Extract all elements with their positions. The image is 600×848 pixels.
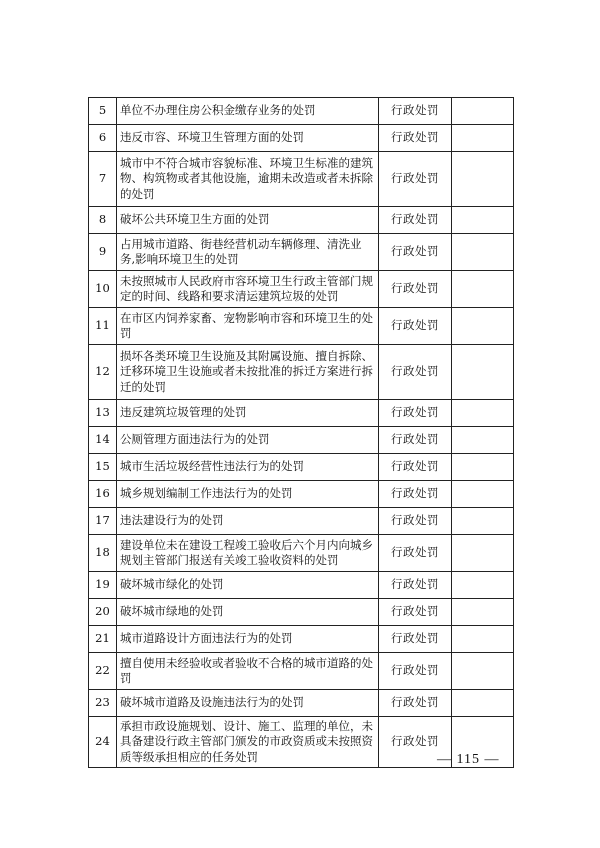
item-name: 城市生活垃圾经营性违法行为的处罚 (117, 454, 379, 481)
item-remark (452, 626, 514, 653)
item-remark (452, 152, 514, 207)
row-number: 9 (89, 234, 117, 271)
row-number: 16 (89, 481, 117, 508)
row-number: 21 (89, 626, 117, 653)
item-remark (452, 572, 514, 599)
item-remark (452, 454, 514, 481)
row-number: 5 (89, 98, 117, 125)
item-remark (452, 207, 514, 234)
page-number: — 115 — (437, 752, 500, 767)
table-body (89, 98, 514, 768)
item-name: 破坏城市绿地的处罚 (117, 599, 379, 626)
item-type: 行政处罚 (379, 599, 452, 626)
item-type: 行政处罚 (379, 653, 452, 690)
item-type: 行政处罚 (379, 400, 452, 427)
row-number: 12 (89, 345, 117, 400)
item-type: 行政处罚 (379, 98, 452, 125)
table-row (89, 481, 514, 508)
row-number: 10 (89, 271, 117, 308)
table-row (89, 308, 514, 345)
item-type: 行政处罚 (379, 481, 452, 508)
row-number: 19 (89, 572, 117, 599)
item-type: 行政处罚 (379, 152, 452, 207)
item-type: 行政处罚 (379, 717, 452, 768)
item-name: 承担市政设施规划、设计、施工、监理的单位，未具备建设行政主管部门颁发的市政资质或未按照资质等级承担相应的任务处罚 (117, 717, 379, 768)
row-number: 6 (89, 125, 117, 152)
item-type: 行政处罚 (379, 308, 452, 345)
table-row (89, 626, 514, 653)
table-row (89, 207, 514, 234)
row-number: 18 (89, 535, 117, 572)
row-number: 20 (89, 599, 117, 626)
table-row (89, 98, 514, 125)
item-name: 违法建设行为的处罚 (117, 508, 379, 535)
row-number: 23 (89, 690, 117, 717)
item-type: 行政处罚 (379, 427, 452, 454)
row-number: 8 (89, 207, 117, 234)
row-number: 14 (89, 427, 117, 454)
row-number: 13 (89, 400, 117, 427)
table-row (89, 535, 514, 572)
item-remark (452, 653, 514, 690)
item-type: 行政处罚 (379, 535, 452, 572)
item-type: 行政处罚 (379, 234, 452, 271)
item-remark (452, 535, 514, 572)
row-number: 15 (89, 454, 117, 481)
item-remark (452, 345, 514, 400)
item-name: 违反建筑垃圾管理的处罚 (117, 400, 379, 427)
item-type: 行政处罚 (379, 125, 452, 152)
table-row (89, 653, 514, 690)
row-number: 17 (89, 508, 117, 535)
item-type: 行政处罚 (379, 508, 452, 535)
item-name: 建设单位未在建设工程竣工验收后六个月内向城乡规划主管部门报送有关竣工验收资料的处罚 (117, 535, 379, 572)
row-number: 11 (89, 308, 117, 345)
table-row (89, 125, 514, 152)
item-remark (452, 690, 514, 717)
item-name: 违反市容、环境卫生管理方面的处罚 (117, 125, 379, 152)
item-remark (452, 308, 514, 345)
item-name: 未按照城市人民政府市容环境卫生行政主管部门规定的时间、线路和要求清运建筑垃圾的处罚 (117, 271, 379, 308)
item-type: 行政处罚 (379, 271, 452, 308)
table-row (89, 508, 514, 535)
row-number: 24 (89, 717, 117, 768)
table-row (89, 271, 514, 308)
item-name: 损坏各类环境卫生设施及其附属设施、擅自拆除、迁移环境卫生设施或者未按批准的拆迁方案进行拆迁的处罚 (117, 345, 379, 400)
table-row (89, 152, 514, 207)
item-type: 行政处罚 (379, 454, 452, 481)
item-remark (452, 508, 514, 535)
table-row (89, 454, 514, 481)
item-type: 行政处罚 (379, 690, 452, 717)
row-number: 7 (89, 152, 117, 207)
item-name: 单位不办理住房公积金缴存业务的处罚 (117, 98, 379, 125)
table-row (89, 690, 514, 717)
item-name: 城乡规划编制工作违法行为的处罚 (117, 481, 379, 508)
item-name: 城市道路设计方面违法行为的处罚 (117, 626, 379, 653)
item-name: 破坏城市道路及设施违法行为的处罚 (117, 690, 379, 717)
item-type: 行政处罚 (379, 626, 452, 653)
item-name: 擅自使用未经验收或者验收不合格的城市道路的处罚 (117, 653, 379, 690)
item-type: 行政处罚 (379, 572, 452, 599)
item-name: 公厕管理方面违法行为的处罚 (117, 427, 379, 454)
item-name: 城市中不符合城市容貌标准、环境卫生标准的建筑物、构筑物或者其他设施，逾期未改造或者未拆除的处罚 (117, 152, 379, 207)
item-remark (452, 271, 514, 308)
table-row (89, 599, 514, 626)
item-remark (452, 599, 514, 626)
table-row (89, 234, 514, 271)
item-remark (452, 481, 514, 508)
item-type: 行政处罚 (379, 345, 452, 400)
row-number: 22 (89, 653, 117, 690)
table-row (89, 400, 514, 427)
table-row (89, 427, 514, 454)
item-remark (452, 125, 514, 152)
items-table (88, 97, 514, 768)
item-name: 占用城市道路、街巷经营机动车辆修理、清洗业务,影响环境卫生的处罚 (117, 234, 379, 271)
item-name: 破坏公共环境卫生方面的处罚 (117, 207, 379, 234)
item-type: 行政处罚 (379, 207, 452, 234)
item-name: 在市区内饲养家畜、宠物影响市容和环境卫生的处罚 (117, 308, 379, 345)
item-remark (452, 400, 514, 427)
table-row (89, 345, 514, 400)
item-name: 破坏城市绿化的处罚 (117, 572, 379, 599)
item-remark (452, 234, 514, 271)
item-remark (452, 427, 514, 454)
table-row (89, 572, 514, 599)
item-remark (452, 98, 514, 125)
